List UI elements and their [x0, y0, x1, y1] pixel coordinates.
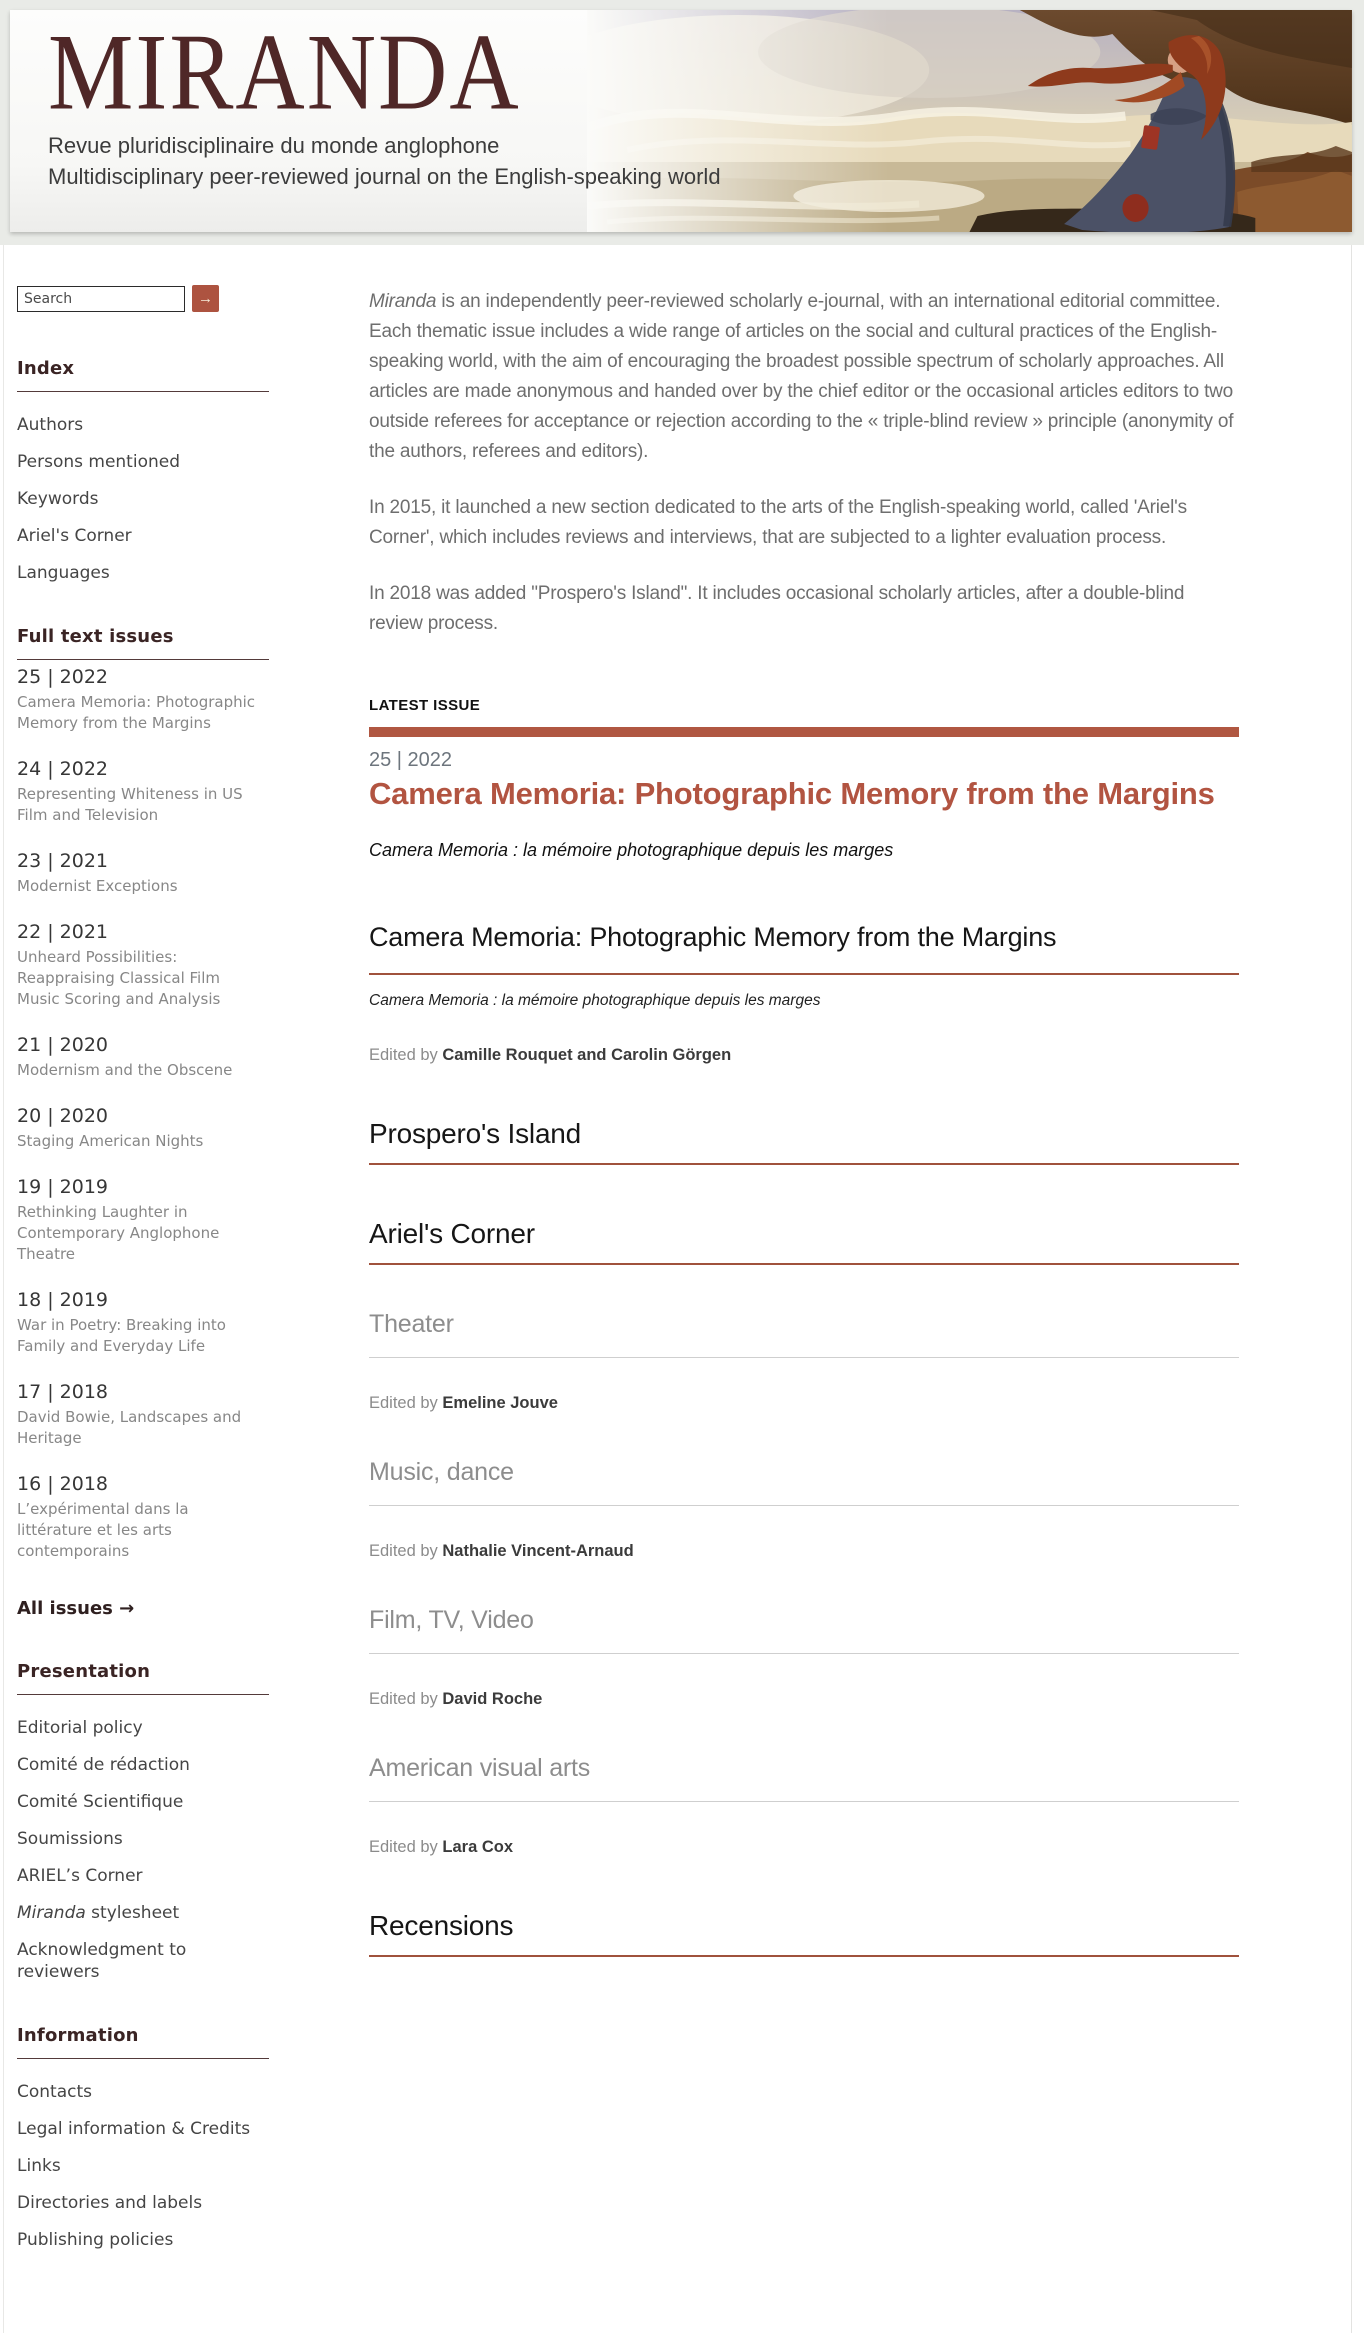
issue-number[interactable]: 18 | 2019 [17, 1289, 109, 1311]
issue-title: Staging American Nights [17, 1132, 204, 1150]
sidebar-heading-index: Index [17, 358, 269, 392]
search-input[interactable] [17, 286, 185, 312]
sidebar-item-contacts[interactable]: Contacts [17, 2082, 92, 2102]
section-heading-ariels-corner[interactable]: Ariel's Corner [369, 1217, 1239, 1265]
latest-issue-subtitle-fr: Camera Memoria : la mémoire photographique depuis les marges [369, 840, 894, 860]
sidebar-item-miranda-stylesheet[interactable]: Miranda stylesheet [17, 1903, 180, 1923]
section-heading-recensions[interactable]: Recensions [369, 1909, 1239, 1957]
section-editor-film-tv-video: Edited by David Roche [369, 1690, 543, 1708]
sidebar-item-persons-mentioned[interactable]: Persons mentioned [17, 452, 180, 472]
sidebar-item-acknowledgment-to-reviewers[interactable]: Acknowledgment to reviewers [17, 1940, 187, 1982]
sidebar-heading-presentation: Presentation [17, 1661, 269, 1695]
sidebar-item-ariels-corner-presentation[interactable]: ARIEL’s Corner [17, 1866, 143, 1886]
sidebar [4, 245, 269, 2333]
sidebar-heading-full-text-issues: Full text issues [17, 626, 269, 660]
section-heading-film-tv-video[interactable]: Film, TV, Video [369, 1605, 1239, 1654]
issue-title: War in Poetry: Breaking into Family and Everyday Life [17, 1316, 226, 1355]
intro-paragraph-1: Miranda is an independently peer-reviewed scholarly e-journal, with an international editorial committee. Each thematic issue includes a wide range of articles on the social and cultural practices of the English-speaking world, with the aim of encouraging the broadest possible spectrum of scholarly approaches. All articles are made anonymous and handed over by the chief editor or the occasional articles editors to two outside referees for acceptance or rejection according to the « triple-blind review » principle (anonymity of the authors, referees and editors). [369, 291, 1234, 462]
banner-text [10, 10, 1352, 192]
latest-issue-label: LATEST ISSUE [369, 697, 481, 714]
sidebar-item-legal-information[interactable]: Legal information & Credits [17, 2119, 251, 2139]
issue-item[interactable] [17, 919, 269, 1010]
site-logo[interactable]: MIRANDA [48, 10, 521, 133]
sidebar-heading-information: Information [17, 2025, 269, 2059]
sidebar-item-comite-scientifique[interactable]: Comité Scientifique [17, 1792, 184, 1812]
section-heading-theater[interactable]: Theater [369, 1309, 1239, 1358]
banner-subtitle-en: Multidisciplinary peer-reviewed journal on the English-speaking world [48, 164, 721, 189]
issue-item[interactable] [17, 1379, 269, 1449]
issue-block-editors: Edited by Camille Rouquet and Carolin Görgen [369, 1046, 732, 1064]
issue-number[interactable]: 24 | 2022 [17, 758, 109, 780]
issue-item[interactable] [17, 664, 269, 734]
header-band [0, 0, 1364, 245]
section-heading-prosperos-island[interactable]: Prospero's Island [369, 1117, 1239, 1165]
sidebar-item-comite-de-redaction[interactable]: Comité de rédaction [17, 1755, 190, 1775]
issue-title: L’expérimental dans la littérature et les arts contemporains [17, 1500, 189, 1560]
issue-number[interactable]: 23 | 2021 [17, 850, 109, 872]
issue-item[interactable] [17, 1471, 269, 1562]
issue-item[interactable] [17, 1103, 269, 1152]
sidebar-item-directories-and-labels[interactable]: Directories and labels [17, 2193, 203, 2213]
sidebar-item-authors[interactable]: Authors [17, 415, 84, 435]
issue-title: Rethinking Laughter in Contemporary Anglophone Theatre [17, 1203, 220, 1263]
search-button[interactable] [192, 285, 219, 312]
section-heading-american-visual-arts[interactable]: American visual arts [369, 1753, 1239, 1802]
arrow-right-icon: → [198, 290, 213, 307]
section-editor-music-dance: Edited by Nathalie Vincent-Arnaud [369, 1542, 634, 1560]
issue-block-title[interactable]: Camera Memoria: Photographic Memory from the Margins [369, 921, 1239, 975]
issue-title: Modernist Exceptions [17, 877, 178, 895]
intro-paragraph-3: In 2018 was added "Prospero's Island". It includes occasional scholarly articles, after a double-blind review process. [369, 583, 1185, 634]
issue-item[interactable] [17, 1287, 269, 1357]
issue-title: David Bowie, Landscapes and Heritage [17, 1408, 242, 1447]
sidebar-item-links[interactable]: Links [17, 2156, 61, 2176]
issue-number[interactable]: 22 | 2021 [17, 921, 109, 943]
sidebar-item-keywords[interactable]: Keywords [17, 489, 99, 509]
sidebar-item-publishing-policies[interactable]: Publishing policies [17, 2230, 174, 2250]
issue-title: Camera Memoria: Photographic Memory from the Margins [17, 693, 256, 732]
issue-title: Modernism and the Obscene [17, 1061, 233, 1079]
sidebar-item-soumissions[interactable]: Soumissions [17, 1829, 123, 1849]
issue-number[interactable]: 17 | 2018 [17, 1381, 109, 1403]
issue-item[interactable] [17, 848, 269, 897]
sidebar-item-editorial-policy[interactable]: Editorial policy [17, 1718, 143, 1738]
latest-issue-number: 25 | 2022 [369, 749, 453, 771]
issue-item[interactable] [17, 1174, 269, 1265]
issue-title: Unheard Possibilities: Reappraising Classical Film Music Scoring and Analysis [17, 948, 221, 1008]
section-editor-american-visual-arts: Edited by Lara Cox [369, 1838, 513, 1856]
banner-subtitle-fr: Revue pluridisciplinaire du monde anglophone [48, 133, 500, 158]
latest-issue-title[interactable]: Camera Memoria: Photographic Memory from the Margins [369, 776, 1215, 811]
sidebar-item-languages[interactable]: Languages [17, 563, 110, 583]
issue-title: Representing Whiteness in US Film and Television [17, 785, 243, 824]
sidebar-section-information [17, 2025, 269, 2251]
sidebar-section-presentation [17, 1661, 269, 1983]
sidebar-section-full-text-issues [17, 626, 269, 1619]
issue-number[interactable]: 21 | 2020 [17, 1034, 109, 1056]
sidebar-section-index [17, 358, 269, 584]
section-heading-music-dance[interactable]: Music, dance [369, 1457, 1239, 1506]
site-banner[interactable] [10, 10, 1352, 232]
sidebar-item-ariels-corner[interactable]: Ariel's Corner [17, 526, 132, 546]
all-issues-link[interactable]: All issues → [17, 1598, 135, 1619]
issue-number[interactable]: 25 | 2022 [17, 666, 109, 688]
page-content [3, 245, 1352, 2333]
section-editor-theater: Edited by Emeline Jouve [369, 1394, 558, 1412]
latest-issue-divider [369, 727, 1239, 737]
issue-item[interactable] [17, 1032, 269, 1081]
search-row [17, 285, 269, 312]
issue-block-subtitle-fr: Camera Memoria : la mémoire photographique depuis les marges [369, 992, 821, 1009]
main-content [369, 245, 1239, 2333]
issue-number[interactable]: 19 | 2019 [17, 1176, 109, 1198]
intro-paragraph-2: In 2015, it launched a new section dedicated to the arts of the English-speaking world, called 'Ariel's Corner', which includes reviews and interviews, that are subjected to a lighter evaluation process. [369, 497, 1187, 548]
issue-item[interactable] [17, 756, 269, 826]
issue-number[interactable]: 16 | 2018 [17, 1473, 109, 1495]
issue-number[interactable]: 20 | 2020 [17, 1105, 109, 1127]
